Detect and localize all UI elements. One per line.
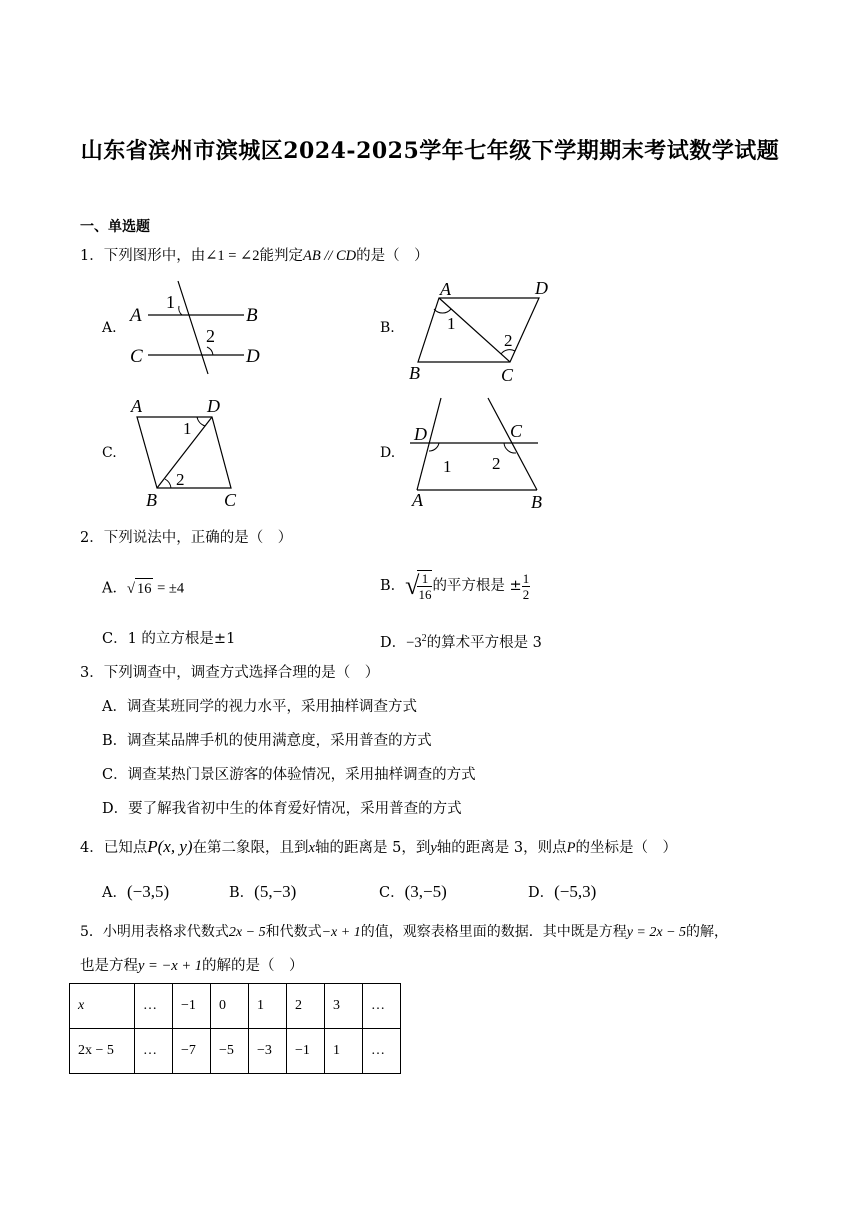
question-2-stem: 2．下列说法中，正确的是（ ）	[80, 530, 293, 546]
cell-text: …	[371, 998, 385, 1013]
fig-a-label-a: A	[130, 305, 142, 326]
fig-a-angle-1: 1	[166, 292, 175, 312]
cell-text: −7	[181, 1043, 196, 1058]
question-1-stem	[80, 246, 429, 266]
q4-option-c-label: C．	[379, 885, 405, 901]
q4-option-b-label: B．	[229, 885, 255, 901]
q4-option-d[interactable]	[528, 882, 596, 903]
question-4-stem	[80, 837, 677, 858]
table-cell	[249, 1029, 287, 1074]
q5-expr-3: y = 2x − 5	[626, 925, 687, 940]
q4-mid2: 轴的距离是 5，到	[314, 840, 431, 856]
q2-option-a-label: A．	[102, 580, 127, 597]
fig-c-label-b: B	[146, 490, 157, 510]
q5-expr-2: −x + 1	[321, 925, 361, 940]
q5-value-table	[69, 983, 401, 1074]
q4-option-d-label: D．	[528, 885, 555, 901]
table-cell	[287, 984, 325, 1029]
fig-a-label-b: B	[246, 305, 258, 326]
fig-d-label-c: C	[510, 421, 523, 441]
table-cell	[173, 984, 211, 1029]
fig-d-angle-2: 2	[492, 454, 501, 473]
q2-option-b[interactable]	[380, 570, 530, 602]
q1-relation: AB // CD	[302, 248, 357, 264]
table-row	[70, 1029, 401, 1074]
q2-b-num: 1	[417, 571, 432, 587]
page-title: 山东省滨州市滨城区2024-2025学年七年级下学期期末考试数学试题	[80, 138, 780, 164]
table-cell	[325, 1029, 363, 1074]
q2-option-d-label: D．	[380, 634, 407, 651]
q4-option-b-value: (5,−3)	[254, 882, 297, 901]
cell-text: −1	[181, 998, 196, 1013]
fig-d-label-b: B	[531, 492, 542, 512]
q5-line1-pre: 5．小明用表格求代数式	[80, 924, 229, 940]
q4-option-c[interactable]	[379, 882, 447, 903]
cell-text: 1	[257, 998, 264, 1013]
q2-option-a[interactable]	[102, 578, 184, 599]
section-heading: 一、单选题	[80, 219, 150, 235]
q1-figure-a	[120, 278, 280, 378]
q1-stem-mid: 能判定	[259, 248, 303, 264]
table-cell	[249, 984, 287, 1029]
table-cell	[135, 1029, 173, 1074]
q4-option-b[interactable]	[229, 882, 296, 903]
q2-d-text: 的算术平方根是 3	[426, 634, 542, 651]
table-cell	[363, 1029, 401, 1074]
q5-line2-post: 的解的是（ ）	[201, 958, 304, 974]
q4-p: P	[566, 840, 576, 856]
table-cell	[363, 984, 401, 1029]
fig-b-label-b: B	[409, 363, 420, 383]
q1-stem-pre: 1．下列图形中，由	[80, 248, 206, 264]
q4-option-c-value: (3,−5)	[404, 882, 447, 901]
fig-d-angle-1: 1	[443, 457, 452, 476]
cell-text: 3	[333, 998, 340, 1013]
q2-b-num2: 1	[522, 570, 530, 586]
cell-text: −3	[257, 1043, 272, 1058]
q1-option-a-label[interactable]: A.	[102, 320, 117, 336]
table-cell	[173, 1029, 211, 1074]
table-cell	[287, 1029, 325, 1074]
q3-option-b[interactable]: B．调查某品牌手机的使用满意度，采用普查的方式	[102, 733, 432, 749]
fig-c-label-c: C	[224, 490, 237, 510]
q4-y: y	[430, 840, 437, 856]
q5-line1-post: 的解，	[686, 924, 729, 940]
table-cell	[211, 984, 249, 1029]
q4-option-a[interactable]	[102, 882, 169, 903]
question-5-stem-line-2	[80, 956, 303, 976]
fig-a-label-d: D	[246, 346, 260, 367]
q5-line2-pre: 也是方程	[80, 958, 138, 974]
q4-post: 的坐标是（ ）	[575, 840, 677, 856]
cell-text: −5	[219, 1043, 234, 1058]
q4-x: x	[308, 840, 315, 856]
q1-condition: ∠1 = ∠2	[205, 248, 260, 264]
fig-b-label-d: D	[535, 278, 548, 298]
q2-d-expr: −3	[406, 634, 422, 651]
fig-c-angle-2: 2	[176, 470, 185, 489]
q2-d-sup: 2	[421, 633, 427, 644]
question-3-stem: 3．下列调查中，调查方式选择合理的是（ ）	[80, 665, 380, 681]
q3-option-a[interactable]: A．调查某班同学的视力水平，采用抽样调查方式	[102, 699, 417, 715]
q4-option-a-label: A．	[102, 885, 127, 901]
fig-c-angle-1: 1	[183, 419, 192, 438]
q4-mid1: 在第二象限，且到	[192, 840, 309, 856]
q2-option-d[interactable]	[380, 629, 542, 653]
table-row	[70, 984, 401, 1029]
fig-b-angle-2: 2	[504, 331, 513, 350]
q3-option-c[interactable]: C．调查某热门景区游客的体验情况，采用抽样调查的方式	[102, 767, 476, 783]
q1-option-b-label[interactable]: B.	[380, 320, 395, 336]
cell-text: 0	[219, 998, 226, 1013]
fig-d-label-d: D	[414, 424, 427, 444]
q2-option-b-label: B．	[380, 578, 406, 594]
q2-b-fraction	[417, 570, 432, 602]
q1-option-d-label[interactable]: D.	[380, 445, 396, 461]
q4-option-a-value: (−3,5)	[126, 882, 170, 901]
cell-text: …	[371, 1043, 385, 1058]
q2-b-den2: 2	[522, 586, 530, 602]
q2-option-c[interactable]: C．1 的立方根是±1	[102, 631, 236, 647]
q2-a-radicand: 16	[135, 578, 154, 599]
question-5-stem-line-1	[80, 922, 728, 943]
q3-option-d[interactable]: D．要了解我省初中生的体育爱好情况，采用普查的方式	[102, 801, 462, 817]
sqrt-symbol: √ 16	[127, 578, 153, 599]
fig-c-label-d: D	[207, 396, 220, 416]
table-cell	[325, 984, 363, 1029]
q4-option-d-value: (−5,3)	[554, 882, 597, 901]
q1-figure-b	[400, 275, 570, 385]
q4-mid3: 轴的距离是 3，则点	[436, 840, 567, 856]
table-cell: x	[70, 984, 135, 1029]
q1-figure-c	[125, 395, 255, 510]
q4-pre: 4．已知点	[80, 840, 148, 856]
fig-c-label-a: A	[131, 396, 142, 416]
q4-point: P(x, y)	[147, 837, 193, 856]
cell-text: …	[143, 1043, 157, 1058]
q2-b-text: 的平方根是 ±	[432, 578, 522, 594]
table-cell	[211, 1029, 249, 1074]
q2-a-rest: = ±4	[153, 580, 185, 597]
cell-text: 1	[333, 1043, 340, 1058]
q1-stem-post: 的是（ ）	[356, 248, 429, 264]
q5-expr-1: 2x − 5	[228, 925, 266, 940]
q1-option-c-label[interactable]: C.	[102, 445, 117, 461]
cell-text: 2	[295, 998, 302, 1013]
sqrt-symbol: √	[405, 571, 420, 600]
q5-expr-4: y = −x + 1	[138, 958, 202, 974]
fig-b-label-a: A	[440, 279, 451, 299]
table-cell	[135, 984, 173, 1029]
fig-a-angle-2: 2	[206, 326, 215, 346]
q1-figure-d	[400, 395, 560, 515]
q2-b-den: 16	[418, 587, 432, 602]
q5-line1-mid2: 的值，观察表格里面的数据．其中既是方程	[360, 924, 627, 940]
fig-b-label-c: C	[501, 365, 514, 385]
q2-b-fraction-2	[522, 571, 531, 602]
cell-text: …	[143, 998, 157, 1013]
q5-line1-mid: 和代数式	[265, 924, 322, 940]
fig-a-label-c: C	[130, 346, 143, 367]
table-cell: 2x − 5	[70, 1029, 135, 1074]
fig-d-label-a: A	[412, 490, 423, 510]
fig-b-angle-1: 1	[447, 314, 456, 333]
cell-text: −1	[295, 1043, 310, 1058]
